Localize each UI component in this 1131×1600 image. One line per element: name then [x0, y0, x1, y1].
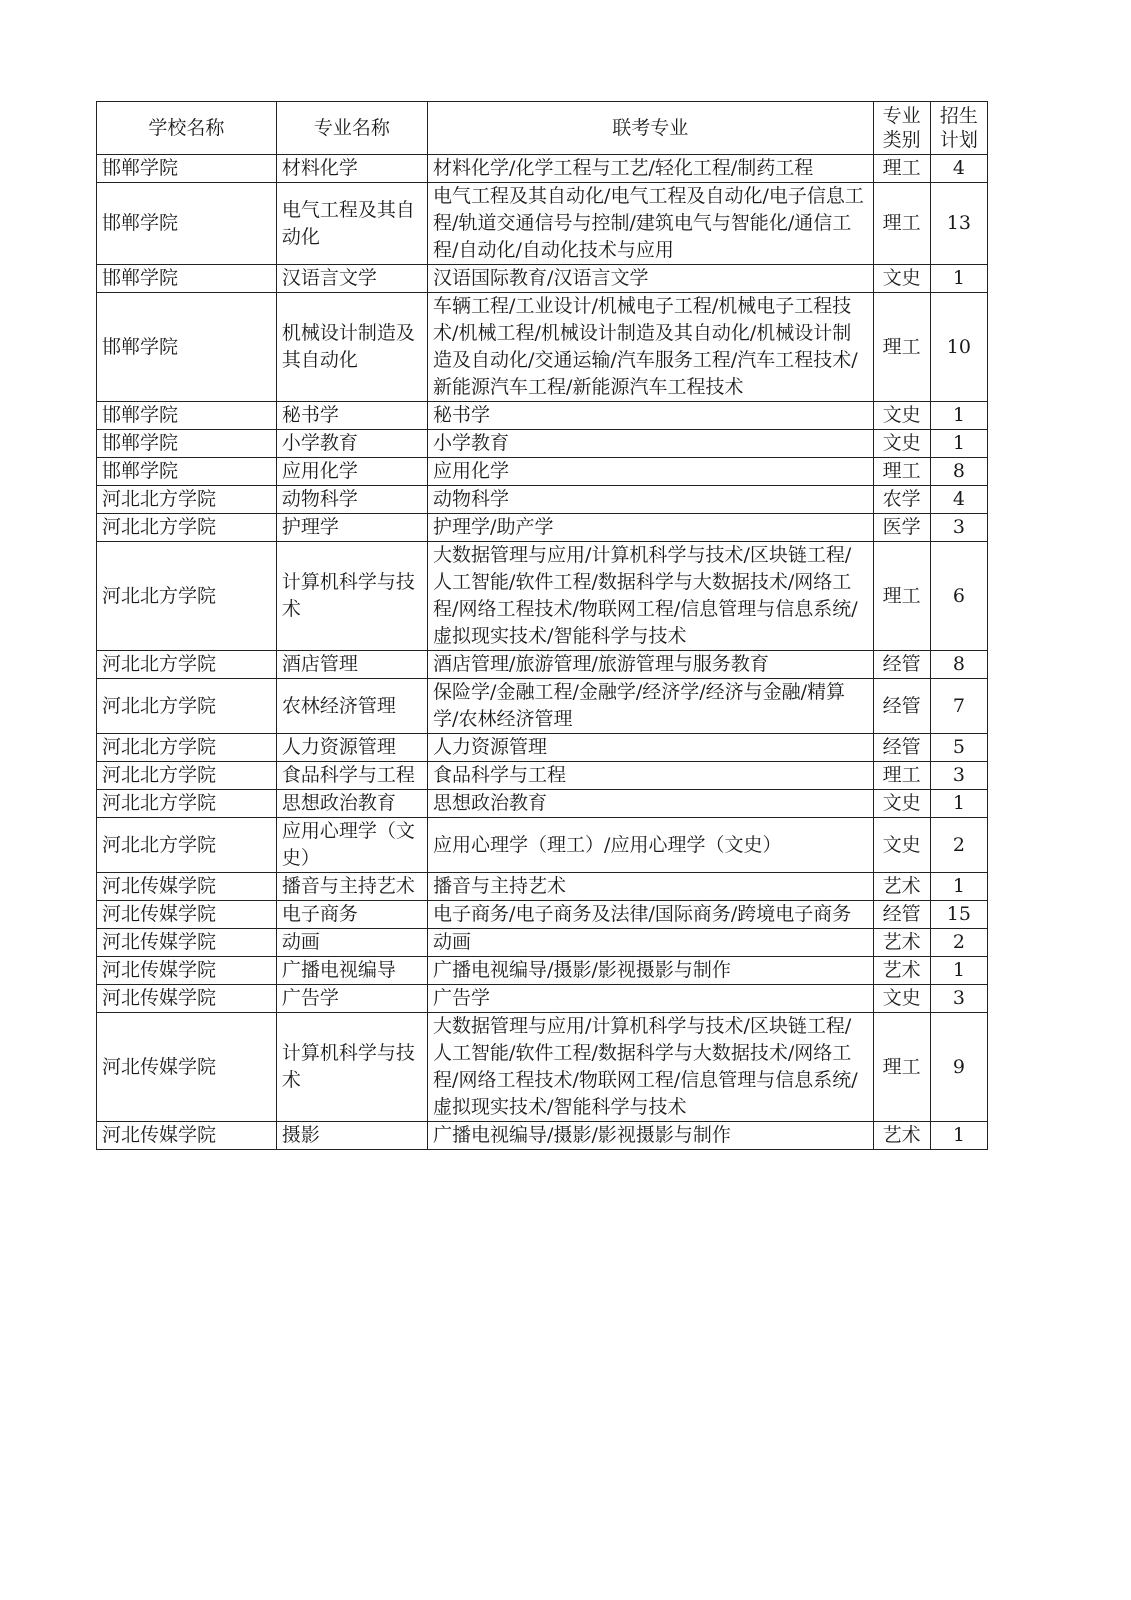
joint-major-cell: 电子商务/电子商务及法律/国际商务/跨境电子商务 — [428, 901, 873, 929]
enrollment-plan-cell: 3 — [930, 762, 987, 790]
enrollment-plan-cell: 4 — [930, 486, 987, 514]
header-enrollment-plan — [930, 102, 987, 155]
major-name-cell: 广告学 — [276, 985, 427, 1013]
major-name-cell: 应用心理学（文史） — [276, 818, 427, 873]
joint-major-cell: 车辆工程/工业设计/机械电子工程/机械电子工程技术/机械工程/机械设计制造及其自动化/机械设计制造及自动化/交通运输/汽车服务工程/汽车工程技术/新能源汽车工程/新能源汽车工程技术 — [428, 293, 873, 402]
major-category-cell: 经管 — [873, 679, 930, 734]
joint-major-cell: 保险学/金融工程/金融学/经济学/经济与金融/精算学/农林经济管理 — [428, 679, 873, 734]
table-row — [97, 929, 988, 957]
joint-major-cell: 应用心理学（理工）/应用心理学（文史） — [428, 818, 873, 873]
joint-major-cell: 应用化学 — [428, 458, 873, 486]
enrollment-plan-cell: 1 — [930, 790, 987, 818]
table-row — [97, 155, 988, 183]
joint-major-cell: 动物科学 — [428, 486, 873, 514]
major-name-cell: 动画 — [276, 929, 427, 957]
table-row — [97, 734, 988, 762]
joint-major-cell: 汉语国际教育/汉语言文学 — [428, 265, 873, 293]
school-name-cell: 河北北方学院 — [97, 734, 277, 762]
joint-major-cell: 护理学/助产学 — [428, 514, 873, 542]
table-row — [97, 486, 988, 514]
table-row — [97, 514, 988, 542]
major-category-cell: 文史 — [873, 430, 930, 458]
header-major-category — [873, 102, 930, 155]
school-name-cell: 邯郸学院 — [97, 430, 277, 458]
school-name-cell: 邯郸学院 — [97, 402, 277, 430]
school-name-cell: 河北传媒学院 — [97, 1122, 277, 1150]
enrollment-plan-cell: 8 — [930, 458, 987, 486]
table-row — [97, 873, 988, 901]
joint-major-cell: 食品科学与工程 — [428, 762, 873, 790]
enrollment-plan-cell: 8 — [930, 651, 987, 679]
major-name-cell: 农林经济管理 — [276, 679, 427, 734]
school-name-cell: 邯郸学院 — [97, 293, 277, 402]
major-name-cell: 动物科学 — [276, 486, 427, 514]
major-category-cell: 文史 — [873, 985, 930, 1013]
major-name-cell: 材料化学 — [276, 155, 427, 183]
enrollment-plan-cell: 15 — [930, 901, 987, 929]
joint-major-cell: 广告学 — [428, 985, 873, 1013]
major-category-cell: 艺术 — [873, 873, 930, 901]
major-category-cell: 经管 — [873, 901, 930, 929]
enrollment-table — [96, 101, 988, 1150]
header-school-name: 学校名称 — [97, 102, 277, 155]
major-category-cell: 医学 — [873, 514, 930, 542]
major-category-cell: 文史 — [873, 265, 930, 293]
major-category-cell: 经管 — [873, 651, 930, 679]
joint-major-cell: 大数据管理与应用/计算机科学与技术/区块链工程/人工智能/软件工程/数据科学与大数据技术/网络工程/网络工程技术/物联网工程/信息管理与信息系统/虚拟现实技术/智能科学与技术 — [428, 542, 873, 651]
enrollment-plan-cell: 1 — [930, 430, 987, 458]
enrollment-plan-cell: 1 — [930, 873, 987, 901]
school-name-cell: 河北传媒学院 — [97, 957, 277, 985]
joint-major-cell: 思想政治教育 — [428, 790, 873, 818]
joint-major-cell: 电气工程及其自动化/电气工程及自动化/电子信息工程/轨道交通信号与控制/建筑电气与智能化/通信工程/自动化/自动化技术与应用 — [428, 183, 873, 265]
enrollment-plan-cell: 13 — [930, 183, 987, 265]
enrollment-plan-cell: 3 — [930, 514, 987, 542]
major-name-cell: 思想政治教育 — [276, 790, 427, 818]
joint-major-cell: 秘书学 — [428, 402, 873, 430]
major-category-cell: 艺术 — [873, 1122, 930, 1150]
enrollment-plan-cell: 2 — [930, 929, 987, 957]
table-row — [97, 901, 988, 929]
joint-major-cell: 材料化学/化学工程与工艺/轻化工程/制药工程 — [428, 155, 873, 183]
school-name-cell: 河北北方学院 — [97, 651, 277, 679]
joint-major-cell: 酒店管理/旅游管理/旅游管理与服务教育 — [428, 651, 873, 679]
major-name-cell: 小学教育 — [276, 430, 427, 458]
major-name-cell: 摄影 — [276, 1122, 427, 1150]
header-category-line1: 专业 — [882, 105, 921, 127]
joint-major-cell: 大数据管理与应用/计算机科学与技术/区块链工程/人工智能/软件工程/数据科学与大数据技术/网络工程/网络工程技术/物联网工程/信息管理与信息系统/虚拟现实技术/智能科学与技术 — [428, 1013, 873, 1122]
major-category-cell: 文史 — [873, 402, 930, 430]
major-category-cell: 理工 — [873, 762, 930, 790]
table-row — [97, 402, 988, 430]
header-category-line2: 类别 — [882, 129, 921, 151]
school-name-cell: 河北北方学院 — [97, 762, 277, 790]
joint-major-cell: 广播电视编导/摄影/影视摄影与制作 — [428, 957, 873, 985]
major-category-cell: 艺术 — [873, 929, 930, 957]
table-row — [97, 430, 988, 458]
school-name-cell: 邯郸学院 — [97, 458, 277, 486]
table-row — [97, 985, 988, 1013]
enrollment-plan-cell: 3 — [930, 985, 987, 1013]
school-name-cell: 河北传媒学院 — [97, 985, 277, 1013]
enrollment-plan-cell: 7 — [930, 679, 987, 734]
school-name-cell: 河北传媒学院 — [97, 1013, 277, 1122]
major-name-cell: 汉语言文学 — [276, 265, 427, 293]
table-row — [97, 458, 988, 486]
school-name-cell: 河北传媒学院 — [97, 901, 277, 929]
major-category-cell: 经管 — [873, 734, 930, 762]
major-name-cell: 电气工程及其自动化 — [276, 183, 427, 265]
table-row — [97, 651, 988, 679]
major-name-cell: 人力资源管理 — [276, 734, 427, 762]
major-category-cell: 文史 — [873, 818, 930, 873]
enrollment-plan-cell: 9 — [930, 1013, 987, 1122]
major-category-cell: 文史 — [873, 790, 930, 818]
major-name-cell: 应用化学 — [276, 458, 427, 486]
major-name-cell: 电子商务 — [276, 901, 427, 929]
table-row — [97, 265, 988, 293]
table-row — [97, 790, 988, 818]
major-name-cell: 计算机科学与技术 — [276, 542, 427, 651]
table-row — [97, 183, 988, 265]
header-plan-line1: 招生 — [939, 105, 978, 127]
school-name-cell: 河北北方学院 — [97, 514, 277, 542]
enrollment-plan-cell: 1 — [930, 957, 987, 985]
joint-major-cell: 广播电视编导/摄影/影视摄影与制作 — [428, 1122, 873, 1150]
table-row — [97, 293, 988, 402]
school-name-cell: 河北北方学院 — [97, 790, 277, 818]
table-body — [97, 155, 988, 1150]
enrollment-plan-cell: 5 — [930, 734, 987, 762]
joint-major-cell: 人力资源管理 — [428, 734, 873, 762]
major-category-cell: 理工 — [873, 1013, 930, 1122]
table-row — [97, 957, 988, 985]
table-row — [97, 818, 988, 873]
major-name-cell: 秘书学 — [276, 402, 427, 430]
joint-major-cell: 播音与主持艺术 — [428, 873, 873, 901]
major-name-cell: 酒店管理 — [276, 651, 427, 679]
school-name-cell: 邯郸学院 — [97, 265, 277, 293]
table-row — [97, 679, 988, 734]
major-name-cell: 播音与主持艺术 — [276, 873, 427, 901]
enrollment-plan-cell: 4 — [930, 155, 987, 183]
table-row — [97, 542, 988, 651]
major-name-cell: 护理学 — [276, 514, 427, 542]
header-plan-line2: 计划 — [939, 129, 978, 151]
school-name-cell: 河北传媒学院 — [97, 873, 277, 901]
joint-major-cell: 小学教育 — [428, 430, 873, 458]
enrollment-plan-cell: 6 — [930, 542, 987, 651]
enrollment-plan-cell: 1 — [930, 402, 987, 430]
major-name-cell: 广播电视编导 — [276, 957, 427, 985]
major-category-cell: 理工 — [873, 293, 930, 402]
school-name-cell: 邯郸学院 — [97, 155, 277, 183]
major-category-cell: 理工 — [873, 458, 930, 486]
major-name-cell: 机械设计制造及其自动化 — [276, 293, 427, 402]
school-name-cell: 河北北方学院 — [97, 486, 277, 514]
major-category-cell: 农学 — [873, 486, 930, 514]
enrollment-plan-cell: 1 — [930, 265, 987, 293]
major-category-cell: 理工 — [873, 542, 930, 651]
enrollment-plan-cell: 2 — [930, 818, 987, 873]
header-major-name: 专业名称 — [276, 102, 427, 155]
school-name-cell: 河北传媒学院 — [97, 929, 277, 957]
major-name-cell: 食品科学与工程 — [276, 762, 427, 790]
school-name-cell: 河北北方学院 — [97, 679, 277, 734]
joint-major-cell: 动画 — [428, 929, 873, 957]
table-row — [97, 1013, 988, 1122]
school-name-cell: 邯郸学院 — [97, 183, 277, 265]
school-name-cell: 河北北方学院 — [97, 818, 277, 873]
major-category-cell: 艺术 — [873, 957, 930, 985]
major-category-cell: 理工 — [873, 183, 930, 265]
header-joint-major: 联考专业 — [428, 102, 873, 155]
major-category-cell: 理工 — [873, 155, 930, 183]
school-name-cell: 河北北方学院 — [97, 542, 277, 651]
enrollment-plan-cell: 10 — [930, 293, 987, 402]
major-name-cell: 计算机科学与技术 — [276, 1013, 427, 1122]
table-row — [97, 1122, 988, 1150]
table-row — [97, 762, 988, 790]
table-header-row — [97, 102, 988, 155]
enrollment-plan-cell: 1 — [930, 1122, 987, 1150]
